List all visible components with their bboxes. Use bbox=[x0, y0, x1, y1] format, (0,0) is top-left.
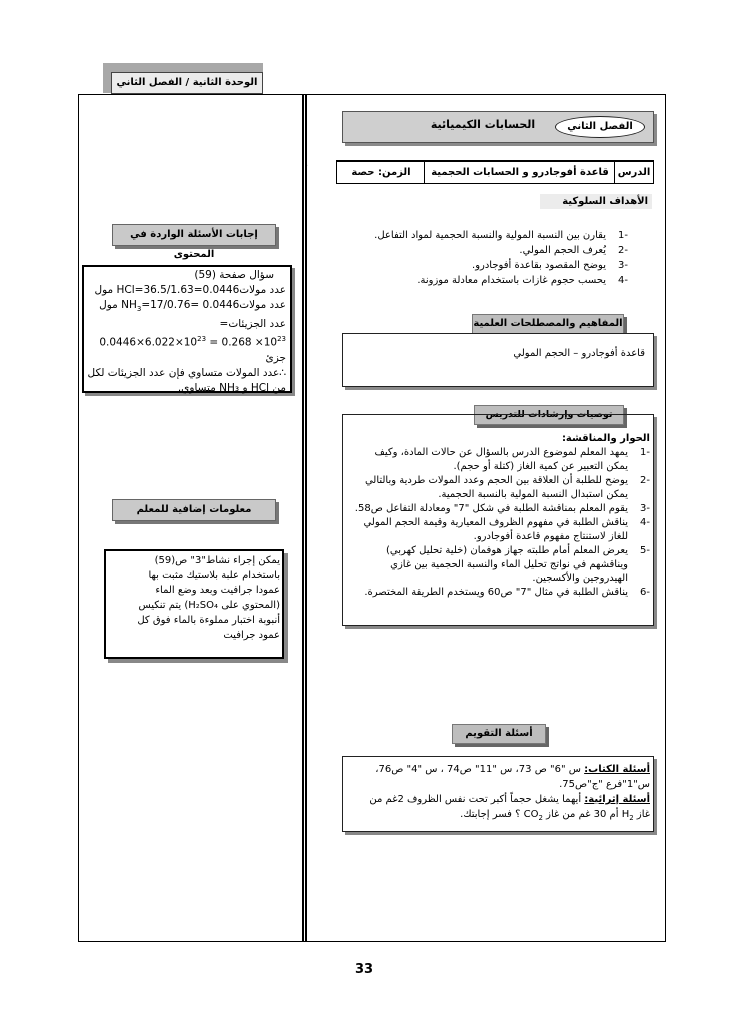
teaching-item: -1 يمهد المعلم لموضوع الدرس بالسؤال عن حالات المادة، وكيف يمكن التعبير عن كمية الغاز (كتلة أو حجم). bbox=[374, 447, 650, 472]
chapter-oval-text: الفصل الثاني bbox=[567, 121, 633, 132]
teaching-item: -4 يناقش الطلبة في مفهوم الظروف المعيارية وقيمة الحجم المولي للغاز لاستنتاج مفهوم قاعدة أفوجادرو. bbox=[363, 517, 650, 542]
concepts-box bbox=[342, 333, 654, 387]
evaluation-content: أسئلة الكتاب: س "6" ص 73، س "11" ص74 ، س "4" ص76، س"1"فرع "ج"ص75. أسئلة إثرائية: أيهما يشغل حجماً أكبر تحت نفس الظروف 2غم من غاز $H_2$ أم 30 غم من غاز $CO_2$ ؟ فسر إجابتك. bbox=[369, 764, 650, 822]
objectives-title: الأهداف السلوكية bbox=[540, 194, 652, 209]
book-questions-label: أسئلة الكتاب: bbox=[584, 764, 650, 775]
objective-item: -1 يقارن بين النسبة المولية والنسبة الحجمية لمواد التفاعل. bbox=[374, 230, 628, 241]
teaching-item: -3 يقوم المعلم بمناقشة الطلبة في شكل "7" ومعادلة التفاعل ص58. bbox=[354, 503, 650, 514]
teaching-subtitle: الحوار والمناقشة: bbox=[561, 433, 650, 444]
lesson-time: الزمن: حصة bbox=[351, 167, 411, 178]
answers-content: سؤال صفحة (59) عدد مولاتHCl=36.5/1.63=0.0446 مول عدد مولاتNH$_3$=17/0.76= 0.0446 مول عدد الجزيئات= $0.0446\times 6.022\times 10^{23} = 0.268 \times 10^{23}$ جزئ ∴عدد المولات متساوي فإن عدد الجزيئات لكل من HCl و NH₃ متساوي. bbox=[87, 269, 286, 394]
lesson-row bbox=[336, 160, 654, 184]
teacher-info-title: معلومات إضافية للمعلم bbox=[112, 499, 276, 521]
header-tab bbox=[111, 72, 263, 94]
chapter-oval bbox=[555, 116, 645, 138]
chapter-title: الحسابات الكيميائية bbox=[430, 118, 536, 131]
teaching-content bbox=[350, 432, 650, 600]
objective-item: -2 يُعرف الحجم المولي. bbox=[519, 245, 628, 256]
lesson-title: قاعدة أفوجادرو و الحسابات الحجمية bbox=[431, 167, 609, 178]
teaching-title: توصيات وإرشادات للتدريس bbox=[474, 405, 624, 425]
header-tab-text: الوحدة الثانية / الفصل الثاني bbox=[116, 77, 258, 88]
answers-title: إجابات الأسئلة الواردة في المحتوى bbox=[112, 224, 276, 246]
objectives-list bbox=[360, 228, 628, 288]
objective-item: -4 يحسب حجوم غازات باستخدام معادلة موزونة. bbox=[417, 275, 628, 286]
extra-questions-label: أسئلة إثرائية: bbox=[584, 794, 650, 805]
evaluation-title: أسئلة التقويم bbox=[452, 724, 546, 744]
dot-mark: . bbox=[305, 158, 309, 169]
objective-item: -3 يوضح المقصود بقاعدة أفوجادرو. bbox=[472, 260, 628, 271]
teacher-info-content: يمكن إجراء نشاط"3" ص(59) باستخدام علبة بلاستيك مثبت بها عمودا جرافيت وبعد وضع الماء (المحتوي على H₂SO₄) يتم تنكيس أنبوبة اختبار مملوءة بالماء فوق كل عمود جرافيت bbox=[137, 555, 280, 641]
answers-question-label: سؤال صفحة (59) bbox=[194, 269, 274, 281]
teaching-item: -2 يوضح للطلبة أن العلاقة بين الحجم وعدد المولات طردية وبالتالي يمكن استبدال النسبة المولية بالنسبة الحجمية. bbox=[364, 475, 650, 500]
concepts-title: المفاهيم والمصطلحات العلمية bbox=[472, 314, 624, 334]
page-number: 33 bbox=[354, 962, 374, 977]
teaching-item: -6 يناقش الطلبة في مثال "7" ص60 ويستخدم الطريقة المختصرة. bbox=[364, 587, 650, 598]
teaching-item: -5 يعرض المعلم أمام طلبته جهاز هوفمان (خلية تحليل كهربي) ويناقشهم في نواتج تحليل الماء والنسبة الحجمية بين غازي الهيدروجين والأكسجين. bbox=[386, 545, 650, 584]
concepts-text: قاعدة أفوجادرو – الحجم المولي bbox=[513, 348, 645, 359]
lesson-label: الدرس bbox=[617, 167, 651, 178]
chapter-banner bbox=[342, 111, 654, 143]
